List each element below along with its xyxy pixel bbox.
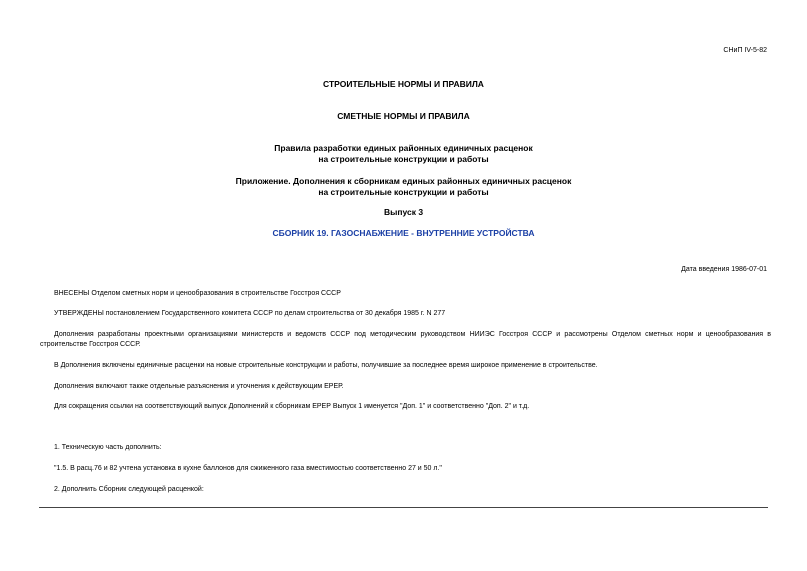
document-code: СНиП IV-5-82: [723, 47, 767, 54]
heading-collection: СБОРНИК 19. ГАЗОСНАБЖЕНИЕ - ВНУТРЕННИЕ УСТРОЙСТВА: [272, 228, 535, 238]
paragraph-item-1: 1. Техническую часть дополнить:: [54, 444, 162, 451]
horizontal-divider: [39, 507, 768, 508]
paragraph-abbreviation: Для сокращения ссылки на соответствующий выпуск Дополнений к сборникам ЕРЕР Выпуск 1 именуется "Доп. 1" и соответственно "Доп. 2" и т.д.: [54, 403, 530, 410]
paragraph-included: В Дополнения включены единичные расценки на новые строительные конструкции и работы, получившие за последнее время широкое применение в строительстве.: [54, 362, 598, 369]
heading-building-norms: СТРОИТЕЛЬНЫЕ НОРМЫ И ПРАВИЛА: [323, 79, 484, 89]
paragraph-clarifications: Дополнения включают также отдельные разъяснения и уточнения к действующим ЕРЕР.: [54, 383, 344, 390]
paragraph-item-2: 2. Дополнить Сборник следующей расценкой:: [54, 486, 204, 493]
paragraph-item-1-5: "1.5. В расц.76 и 82 учтена установка в кухне баллонов для сжиженного газа вместимостью соответственно 27 и 50 л.": [54, 465, 442, 472]
heading-estimate-norms: СМЕТНЫЕ НОРМЫ И ПРАВИЛА: [337, 111, 470, 121]
heading-appendix-line1: Приложение. Дополнения к сборникам единых районных единичных расценок: [235, 176, 572, 186]
heading-appendix-line2: на строительные конструкции и работы: [318, 187, 489, 197]
heading-issue: Выпуск 3: [383, 207, 424, 217]
heading-rules-line1: Правила разработки единых районных единичных расценок: [274, 143, 533, 153]
paragraph-introduced-by: ВНЕСЕНЫ Отделом сметных норм и ценообразования в строительстве Госстроя СССР: [54, 290, 341, 297]
date-introduced: Дата введения 1986-07-01: [681, 266, 767, 273]
paragraph-developed: Дополнения разработаны проектными организациями министерств и ведомств СССР под методическим руководством НИИЭС Госстроя СССР и рассмотрены Отделом сметных норм и ценообразования в строительстве Госстроя СССР.: [40, 331, 771, 348]
heading-appendix: [0, 176, 807, 198]
paragraph-approved: УТВЕРЖДЕНЫ постановлением Государственного комитета СССР по делам строительства от 30 декабря 1985 г. N 277: [54, 310, 446, 317]
heading-rules-line2: на строительные конструкции и работы: [318, 154, 489, 164]
heading-rules: [0, 143, 807, 165]
